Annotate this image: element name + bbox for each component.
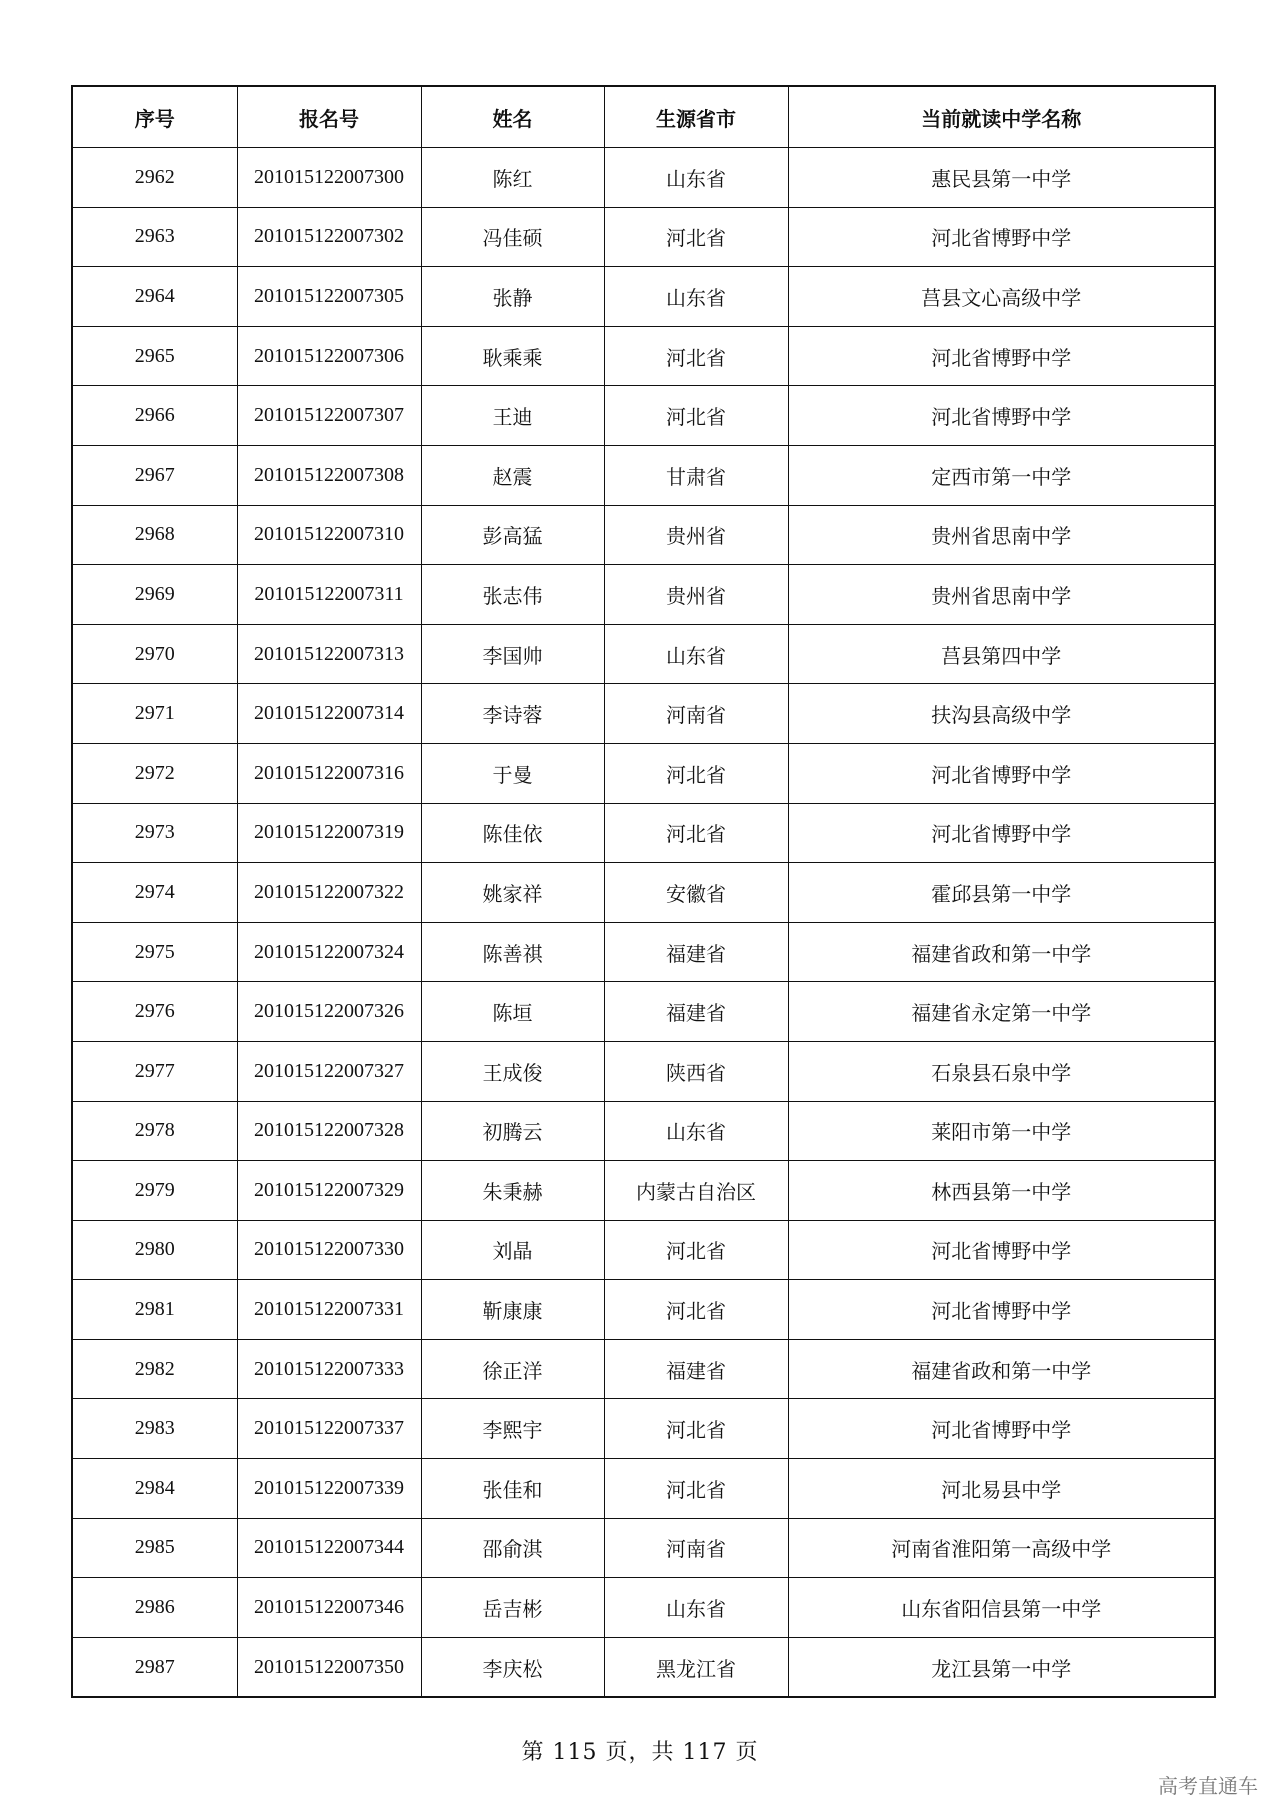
cell-registration-number: 201015122007300 [237, 148, 421, 208]
cell-name: 陈垣 [421, 982, 604, 1042]
cell-province: 福建省 [604, 1339, 788, 1399]
table-row [72, 1339, 1215, 1399]
cell-name: 李国帅 [421, 624, 604, 684]
cell-province: 河北省 [604, 326, 788, 386]
header-registration-number: 报名号 [237, 86, 421, 148]
cell-name: 李诗蓉 [421, 684, 604, 744]
cell-serial-number: 2985 [72, 1518, 237, 1578]
cell-serial-number: 2964 [72, 267, 237, 327]
table-row [72, 624, 1215, 684]
cell-registration-number: 201015122007326 [237, 982, 421, 1042]
cell-school: 贵州省思南中学 [788, 565, 1215, 625]
cell-serial-number: 2976 [72, 982, 237, 1042]
cell-registration-number: 201015122007306 [237, 326, 421, 386]
cell-name: 张佳和 [421, 1459, 604, 1519]
table-row [72, 1637, 1215, 1697]
cell-serial-number: 2981 [72, 1280, 237, 1340]
header-serial-number: 序号 [72, 86, 237, 148]
cell-serial-number: 2972 [72, 743, 237, 803]
cell-school: 河北省博野中学 [788, 803, 1215, 863]
cell-name: 陈红 [421, 148, 604, 208]
cell-serial-number: 2987 [72, 1637, 237, 1697]
cell-name: 姚家祥 [421, 863, 604, 923]
cell-serial-number: 2984 [72, 1459, 237, 1519]
cell-registration-number: 201015122007314 [237, 684, 421, 744]
table-row [72, 1459, 1215, 1519]
watermark-text: 高考直通车 [1158, 1774, 1258, 1798]
table-row [72, 207, 1215, 267]
cell-school: 林西县第一中学 [788, 1161, 1215, 1221]
cell-school: 河北省博野中学 [788, 1280, 1215, 1340]
cell-name: 徐正洋 [421, 1339, 604, 1399]
table-row [72, 1518, 1215, 1578]
table-row [72, 1578, 1215, 1638]
cell-name: 张志伟 [421, 565, 604, 625]
cell-serial-number: 2973 [72, 803, 237, 863]
table-row [72, 565, 1215, 625]
cell-registration-number: 201015122007307 [237, 386, 421, 446]
table-row [72, 684, 1215, 744]
cell-province: 福建省 [604, 982, 788, 1042]
cell-school: 河北省博野中学 [788, 207, 1215, 267]
cell-registration-number: 201015122007333 [237, 1339, 421, 1399]
cell-registration-number: 201015122007337 [237, 1399, 421, 1459]
cell-province: 黑龙江省 [604, 1637, 788, 1697]
cell-name: 靳康康 [421, 1280, 604, 1340]
cell-serial-number: 2979 [72, 1161, 237, 1221]
cell-registration-number: 201015122007313 [237, 624, 421, 684]
cell-province: 贵州省 [604, 505, 788, 565]
cell-registration-number: 201015122007311 [237, 565, 421, 625]
table-row [72, 445, 1215, 505]
cell-province: 山东省 [604, 1101, 788, 1161]
cell-school: 定西市第一中学 [788, 445, 1215, 505]
table-row [72, 1101, 1215, 1161]
cell-name: 朱秉赫 [421, 1161, 604, 1221]
cell-name: 李庆松 [421, 1637, 604, 1697]
cell-registration-number: 201015122007302 [237, 207, 421, 267]
cell-serial-number: 2982 [72, 1339, 237, 1399]
cell-name: 王成俊 [421, 1041, 604, 1101]
cell-serial-number: 2974 [72, 863, 237, 923]
cell-name: 初腾云 [421, 1101, 604, 1161]
cell-school: 霍邱县第一中学 [788, 863, 1215, 923]
cell-school: 河北省博野中学 [788, 386, 1215, 446]
cell-registration-number: 201015122007330 [237, 1220, 421, 1280]
table-row [72, 1399, 1215, 1459]
cell-province: 山东省 [604, 624, 788, 684]
cell-school: 河北省博野中学 [788, 1220, 1215, 1280]
table-row [72, 505, 1215, 565]
cell-name: 于曼 [421, 743, 604, 803]
cell-province: 甘肃省 [604, 445, 788, 505]
cell-serial-number: 2962 [72, 148, 237, 208]
cell-province: 内蒙古自治区 [604, 1161, 788, 1221]
cell-registration-number: 201015122007350 [237, 1637, 421, 1697]
table-row [72, 1161, 1215, 1221]
cell-province: 河北省 [604, 207, 788, 267]
cell-serial-number: 2967 [72, 445, 237, 505]
table-row [72, 386, 1215, 446]
cell-province: 贵州省 [604, 565, 788, 625]
cell-province: 河北省 [604, 1459, 788, 1519]
roster-table-container [71, 85, 1214, 1698]
cell-name: 耿乘乘 [421, 326, 604, 386]
cell-registration-number: 201015122007324 [237, 922, 421, 982]
cell-registration-number: 201015122007310 [237, 505, 421, 565]
cell-registration-number: 201015122007329 [237, 1161, 421, 1221]
table-row [72, 803, 1215, 863]
cell-serial-number: 2980 [72, 1220, 237, 1280]
cell-serial-number: 2965 [72, 326, 237, 386]
cell-province: 河北省 [604, 803, 788, 863]
header-name: 姓名 [421, 86, 604, 148]
cell-school: 莒县第四中学 [788, 624, 1215, 684]
cell-name: 陈佳依 [421, 803, 604, 863]
cell-name: 岳吉彬 [421, 1578, 604, 1638]
table-row [72, 148, 1215, 208]
cell-school: 河北省博野中学 [788, 743, 1215, 803]
cell-province: 河南省 [604, 684, 788, 744]
cell-registration-number: 201015122007328 [237, 1101, 421, 1161]
cell-serial-number: 2971 [72, 684, 237, 744]
cell-school: 福建省政和第一中学 [788, 1339, 1215, 1399]
table-row [72, 743, 1215, 803]
cell-school: 石泉县石泉中学 [788, 1041, 1215, 1101]
cell-province: 河北省 [604, 1280, 788, 1340]
cell-registration-number: 201015122007339 [237, 1459, 421, 1519]
cell-province: 河北省 [604, 1220, 788, 1280]
cell-serial-number: 2966 [72, 386, 237, 446]
cell-school: 河北省博野中学 [788, 326, 1215, 386]
cell-name: 冯佳硕 [421, 207, 604, 267]
table-row [72, 267, 1215, 327]
table-header [72, 86, 1215, 148]
cell-serial-number: 2968 [72, 505, 237, 565]
cell-province: 陕西省 [604, 1041, 788, 1101]
cell-name: 李熙宇 [421, 1399, 604, 1459]
cell-name: 张静 [421, 267, 604, 327]
cell-name: 邵俞淇 [421, 1518, 604, 1578]
cell-serial-number: 2963 [72, 207, 237, 267]
cell-registration-number: 201015122007327 [237, 1041, 421, 1101]
cell-school: 河南省淮阳第一高级中学 [788, 1518, 1215, 1578]
roster-table [71, 85, 1216, 1698]
cell-school: 河北省博野中学 [788, 1399, 1215, 1459]
cell-serial-number: 2969 [72, 565, 237, 625]
cell-registration-number: 201015122007346 [237, 1578, 421, 1638]
table-body [72, 148, 1215, 1698]
cell-serial-number: 2978 [72, 1101, 237, 1161]
cell-registration-number: 201015122007308 [237, 445, 421, 505]
cell-province: 山东省 [604, 148, 788, 208]
cell-serial-number: 2983 [72, 1399, 237, 1459]
cell-school: 扶沟县高级中学 [788, 684, 1215, 744]
cell-registration-number: 201015122007331 [237, 1280, 421, 1340]
cell-school: 贵州省思南中学 [788, 505, 1215, 565]
cell-school: 莒县文心高级中学 [788, 267, 1215, 327]
cell-registration-number: 201015122007322 [237, 863, 421, 923]
cell-serial-number: 2975 [72, 922, 237, 982]
cell-school: 莱阳市第一中学 [788, 1101, 1215, 1161]
cell-name: 王迪 [421, 386, 604, 446]
cell-name: 赵震 [421, 445, 604, 505]
cell-province: 安徽省 [604, 863, 788, 923]
header-row [72, 86, 1215, 148]
page-footer [0, 1735, 1280, 1766]
header-province: 生源省市 [604, 86, 788, 148]
page-number-label: 第 115 页，共 117 页 [521, 1740, 759, 1765]
cell-province: 河南省 [604, 1518, 788, 1578]
table-row [72, 1220, 1215, 1280]
table-row [72, 326, 1215, 386]
table-row [72, 982, 1215, 1042]
table-row [72, 922, 1215, 982]
cell-school: 河北易县中学 [788, 1459, 1215, 1519]
cell-registration-number: 201015122007316 [237, 743, 421, 803]
cell-province: 河北省 [604, 743, 788, 803]
cell-school: 福建省政和第一中学 [788, 922, 1215, 982]
cell-name: 彭高猛 [421, 505, 604, 565]
header-school: 当前就读中学名称 [788, 86, 1215, 148]
cell-serial-number: 2986 [72, 1578, 237, 1638]
table-row [72, 1041, 1215, 1101]
cell-school: 山东省阳信县第一中学 [788, 1578, 1215, 1638]
cell-name: 刘晶 [421, 1220, 604, 1280]
cell-province: 山东省 [604, 1578, 788, 1638]
cell-registration-number: 201015122007319 [237, 803, 421, 863]
cell-school: 龙江县第一中学 [788, 1637, 1215, 1697]
cell-serial-number: 2977 [72, 1041, 237, 1101]
cell-province: 河北省 [604, 386, 788, 446]
cell-province: 河北省 [604, 1399, 788, 1459]
cell-province: 山东省 [604, 267, 788, 327]
cell-school: 福建省永定第一中学 [788, 982, 1215, 1042]
cell-province: 福建省 [604, 922, 788, 982]
cell-serial-number: 2970 [72, 624, 237, 684]
table-row [72, 1280, 1215, 1340]
cell-registration-number: 201015122007344 [237, 1518, 421, 1578]
cell-school: 惠民县第一中学 [788, 148, 1215, 208]
table-row [72, 863, 1215, 923]
cell-registration-number: 201015122007305 [237, 267, 421, 327]
cell-name: 陈善祺 [421, 922, 604, 982]
